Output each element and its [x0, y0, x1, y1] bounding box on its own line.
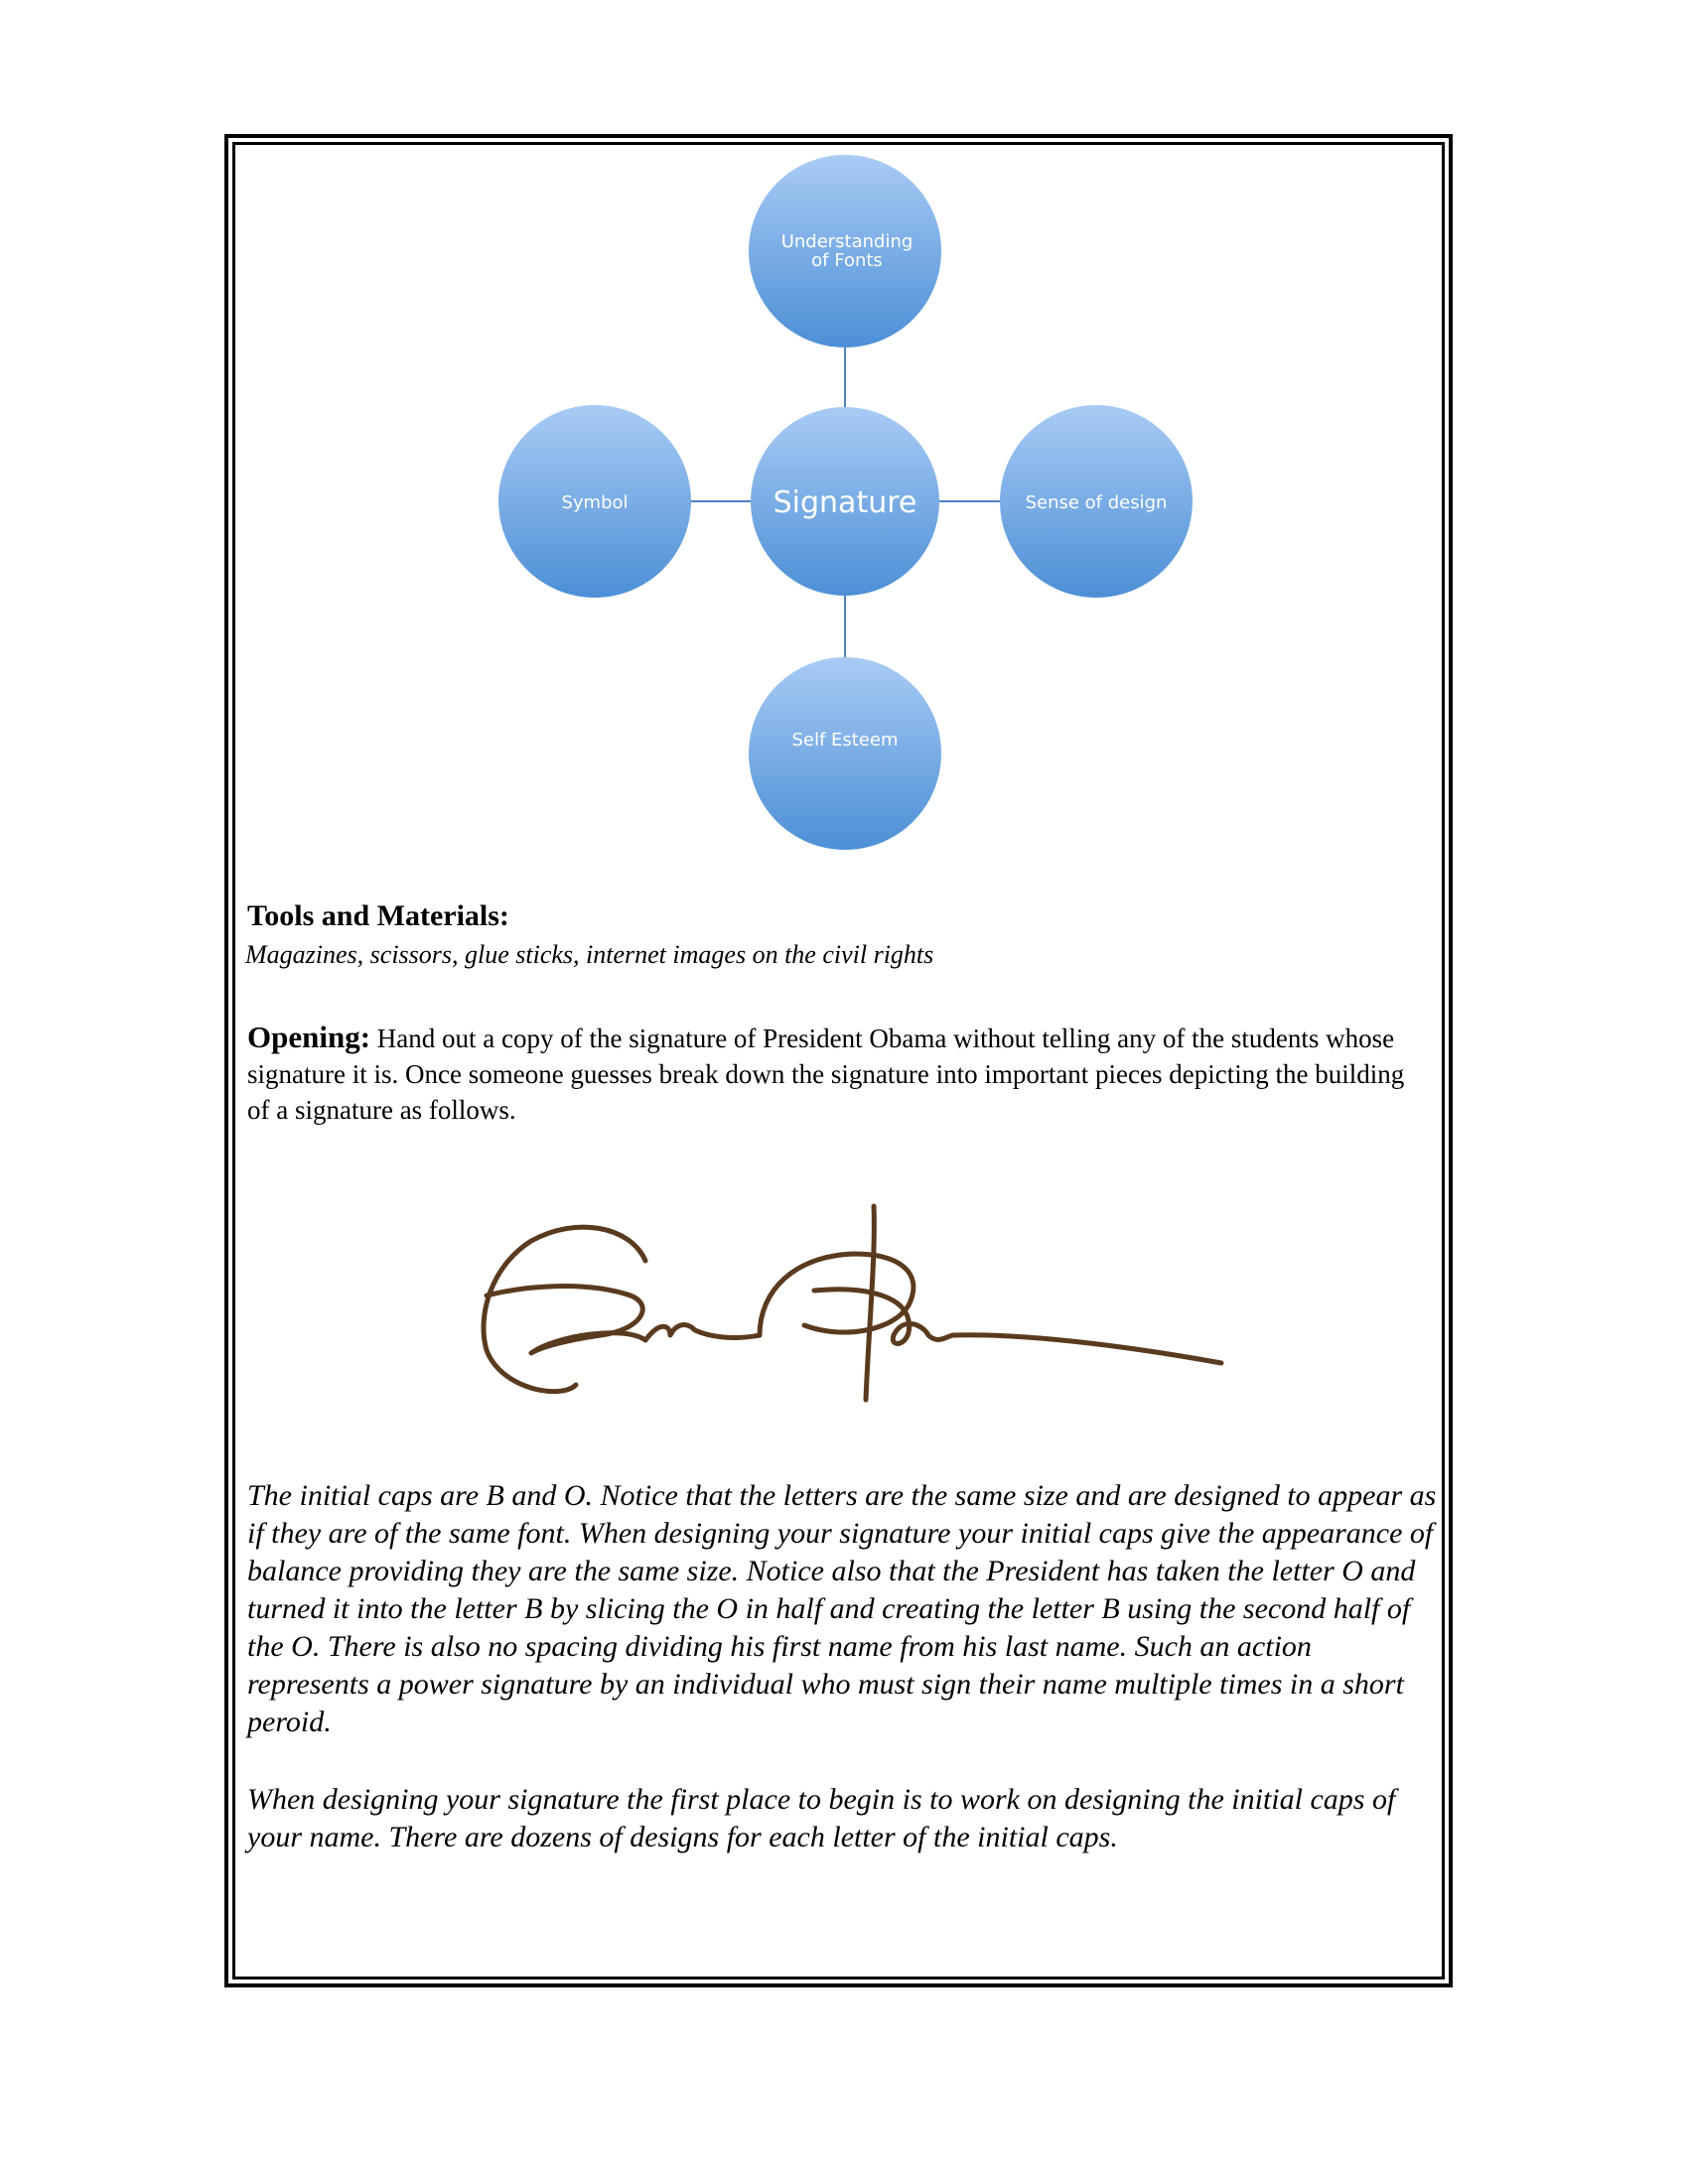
opening-paragraph	[247, 1020, 1409, 1128]
node-top-label-line1: Understanding	[780, 231, 914, 252]
opening-heading: Opening:	[247, 1020, 371, 1054]
signature-stroke-o	[760, 1254, 914, 1335]
concept-diagram	[0, 0, 1688, 893]
tools-heading: Tools and Materials:	[247, 899, 509, 932]
node-bottom-label: Self Esteem	[791, 730, 899, 751]
initial-caps-paragraph: The initial caps are B and O. Notice that the letters are the same size and are designed to appear as if they are of the same font. When designing your signature your initial caps give the appearance of balance providing they are the same size. Notice also that the President has taken the letter O and turned it into the letter B by slicing the O in half and creating the letter B using the second half of the O. There is also no spacing dividing his first name from his last name. Such an action represents a power signature by an individual who must sign their name multiple times in a short peroid.	[247, 1479, 1437, 1738]
signature-stroke-b	[484, 1227, 645, 1392]
designing-signature-paragraph: When designing your signature the first place to begin is to work on designing the initial caps of your name. There are dozens of designs for each letter of the initial caps.	[247, 1783, 1396, 1853]
signature-stroke-b-inner	[487, 1287, 645, 1353]
node-left-label: Symbol	[561, 492, 629, 513]
node-right-label: Sense of design	[1025, 492, 1168, 513]
signature-image	[467, 1186, 1231, 1415]
opening-text: Hand out a copy of the signature of President Obama without telling any of the students whose signature it is. Once someone guesses break down the signature into important pieces depicting the building of a signature as follows.	[247, 1024, 1405, 1125]
node-top-label-line2: of Fonts	[811, 250, 883, 271]
node-center-label: Signature	[773, 485, 917, 520]
node-bottom	[749, 657, 941, 850]
signature-stroke-ar	[645, 1325, 760, 1340]
tools-materials-list: Magazines, scissors, glue sticks, internet images on the civil rights	[245, 940, 934, 969]
signature-stroke-vertical	[866, 1206, 874, 1400]
